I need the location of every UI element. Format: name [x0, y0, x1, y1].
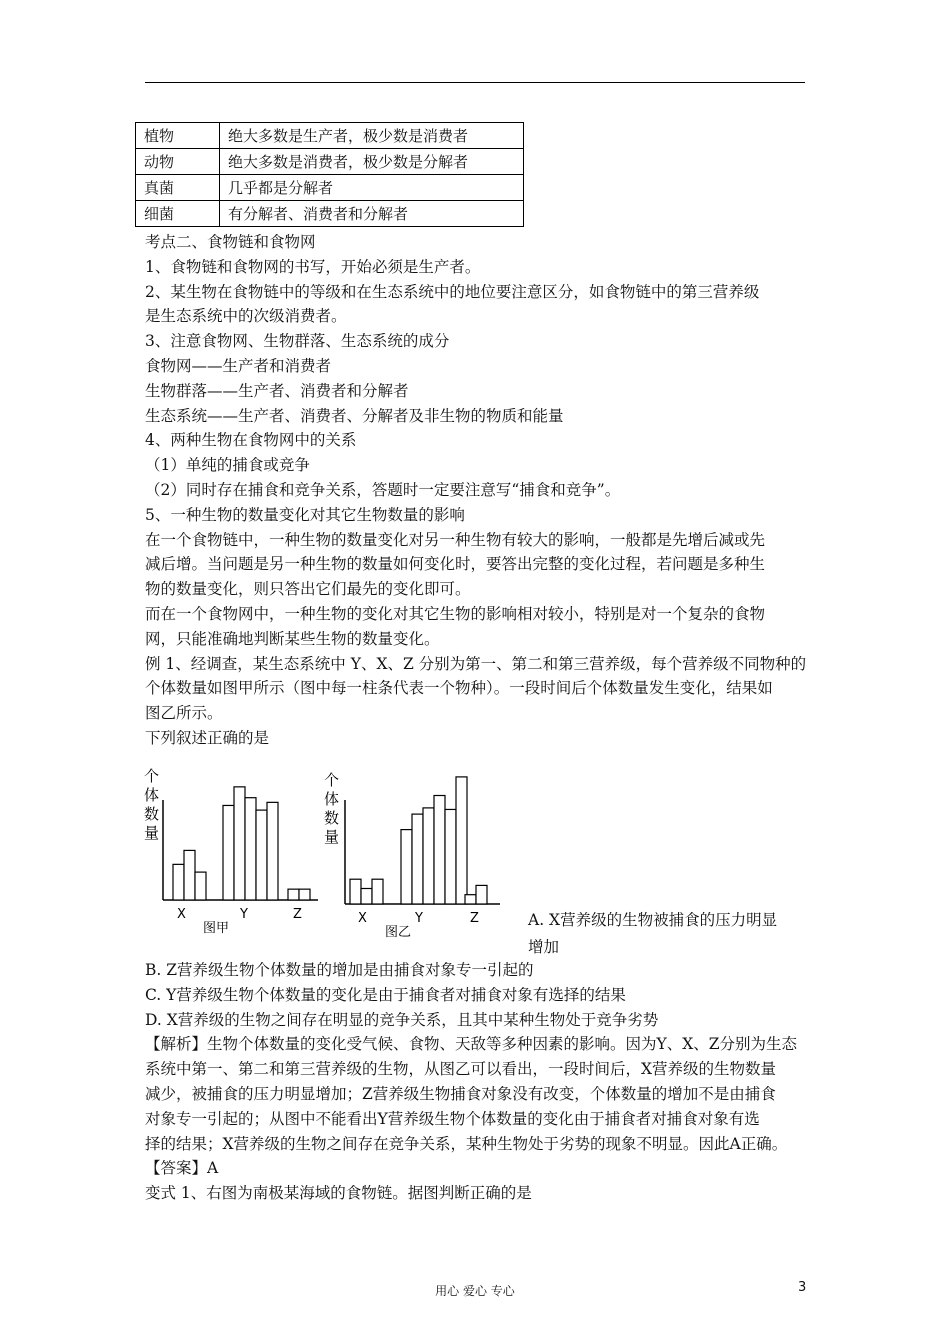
- text-line: 在一个食物链中，一种生物的数量变化对另一种生物有较大的影响，一般都是先增后减或先: [145, 530, 766, 549]
- chart-jia: [142, 768, 318, 936]
- text-line: 对象专一引起的；从图中不能看出Y营养级生物个体数量的变化由于捕食者对捕食对象有选: [145, 1109, 760, 1128]
- x-group-label: Y: [415, 911, 423, 926]
- chart-title: 图乙: [385, 925, 412, 940]
- option-a-line1: A. X营养级的生物被捕食的压力明显: [528, 911, 778, 929]
- chart-title: 图甲: [203, 921, 230, 936]
- table-row: [136, 149, 524, 175]
- bar-x-2: [361, 889, 372, 905]
- text-line: 5、一种生物的数量变化对其它生物数量的影响: [145, 505, 465, 524]
- text-line: 择的结果；X营养级的生物之间存在竞争关系，某种生物处于劣势的现象不明显。因此A正确。: [145, 1134, 788, 1153]
- text-line: （1）单纯的捕食或竞争: [145, 456, 310, 475]
- option-a-line2: 增加: [528, 938, 560, 956]
- x-group-label: Y: [240, 907, 248, 922]
- y-axis-label: 个体数量: [322, 772, 340, 848]
- text-line: 变式 1、右图为南极某海域的食物链。据图判断正确的是: [145, 1184, 532, 1203]
- role-cell: 绝大多数是生产者，极少数是消费者: [220, 123, 524, 149]
- organism-cell: 真菌: [136, 175, 220, 201]
- y-axis-label: 个体数量: [142, 768, 160, 844]
- text-line: 生物群落——生产者、消费者和分解者: [145, 381, 409, 400]
- bar-y-6: [456, 777, 467, 904]
- bar-x-3: [195, 872, 206, 900]
- text-line: 系统中第一、第二和第三营养级的生物，从图乙可以看出，一段时间后，X营养级的生物数量: [145, 1060, 777, 1079]
- table-row: [136, 175, 524, 201]
- x-group-label: Z: [470, 911, 479, 926]
- text-line: （2）同时存在捕食和竞争关系，答题时一定要注意写“捕食和竞争”。: [145, 481, 621, 499]
- text-line: D. X营养级的生物之间存在明显的竞争关系，且其中某种生物处于竞争劣势: [145, 1010, 659, 1029]
- text-line: 食物网——生产者和消费者: [145, 357, 332, 375]
- organism-cell: 细菌: [136, 201, 220, 227]
- bar-z-2: [299, 889, 310, 900]
- text-line: 物的数量变化，则只答出它们最先的变化即可。: [145, 580, 471, 599]
- bar-z-1: [465, 895, 476, 904]
- text-line: C. Y营养级生物个体数量的变化是由于捕食者对捕食对象有选择的结果: [145, 985, 626, 1004]
- x-group-label: X: [177, 907, 186, 922]
- bar-y-1: [223, 805, 234, 900]
- text-line: 下列叙述正确的是: [145, 729, 270, 747]
- text-line: 个体数量如图甲所示（图中每一柱条代表一个物种）。一段时间后个体数量发生变化，结果如: [145, 679, 773, 698]
- bar-y-2: [234, 787, 245, 900]
- text-line: 图乙所示。: [145, 704, 223, 723]
- text-line: 网，只能准确地判断某些生物的数量变化。: [145, 629, 440, 648]
- bar-x-2: [184, 850, 195, 900]
- role-cell: 几乎都是分解者: [220, 175, 524, 201]
- bar-x-1: [173, 864, 184, 900]
- role-cell: 有分解者、消费者和分解者: [220, 201, 524, 227]
- table-row: [136, 123, 524, 149]
- table-row: [136, 201, 524, 227]
- figure-charts: [142, 760, 525, 940]
- text-line: 1、食物链和食物网的书写，开始必须是生产者。: [145, 257, 481, 276]
- text-line: 4、两种生物在食物网中的关系: [145, 431, 357, 450]
- text-line: 考点二、食物链和食物网: [145, 233, 316, 251]
- bar-y-4: [256, 810, 267, 900]
- header-rule: [145, 82, 805, 83]
- bar-z-2: [476, 885, 487, 904]
- bar-y-3: [423, 808, 434, 904]
- text-line: 3、注意食物网、生物群落、生态系统的成分: [145, 332, 450, 351]
- text-line: 2、某生物在食物链中的等级和在生态系统中的地位要注意区分，如食物链中的第三营养级: [145, 282, 760, 301]
- bar-y-5: [445, 809, 456, 904]
- bar-y-1: [401, 830, 412, 904]
- bar-y-3: [245, 798, 256, 900]
- bar-x-3: [372, 879, 383, 904]
- text-line: 【答案】A: [145, 1159, 219, 1178]
- organism-cell: 动物: [136, 149, 220, 175]
- text-line: 减后增。当问题是另一种生物的数量如何变化时，要答出完整的变化过程，若问题是多种生: [145, 555, 766, 574]
- bar-y-5: [267, 802, 278, 900]
- x-group-label: Z: [293, 907, 302, 922]
- x-group-label: X: [358, 911, 367, 926]
- classification-table: [135, 122, 524, 227]
- page-footer: 用心 爱心 专心: [435, 1284, 515, 1298]
- text-line: 例 1、经调查，某生态系统中 Y、X、Z 分别为第一、第二和第三营养级，每个营养级不同物种的: [145, 654, 807, 673]
- bar-y-4: [434, 796, 445, 905]
- bar-x-1: [350, 879, 361, 904]
- bar-y-2: [412, 814, 423, 904]
- organism-cell: 植物: [136, 123, 220, 149]
- role-cell: 绝大多数是消费者，极少数是分解者: [220, 149, 524, 175]
- chart-yi: [322, 772, 500, 940]
- bar-z-1: [288, 889, 299, 900]
- text-line: 而在一个食物网中，一种生物的变化对其它生物的影响相对较小，特别是对一个复杂的食物: [145, 605, 766, 623]
- text-line: 是生态系统中的次级消费者。: [145, 307, 347, 326]
- text-line: 生态系统——生产者、消费者、分解者及非生物的物质和能量: [145, 406, 564, 425]
- text-line: B. Z营养级生物个体数量的增加是由捕食对象专一引起的: [145, 961, 534, 979]
- page-number: 3: [798, 1280, 807, 1295]
- text-line: 减少，被捕食的压力明显增加；Z营养级生物捕食对象没有改变，个体数量的增加不是由捕食: [145, 1085, 776, 1103]
- text-line: 【解析】生物个体数量的变化受气候、食物、天敌等多种因素的影响。因为Y、X、Z分别为生态: [145, 1035, 798, 1054]
